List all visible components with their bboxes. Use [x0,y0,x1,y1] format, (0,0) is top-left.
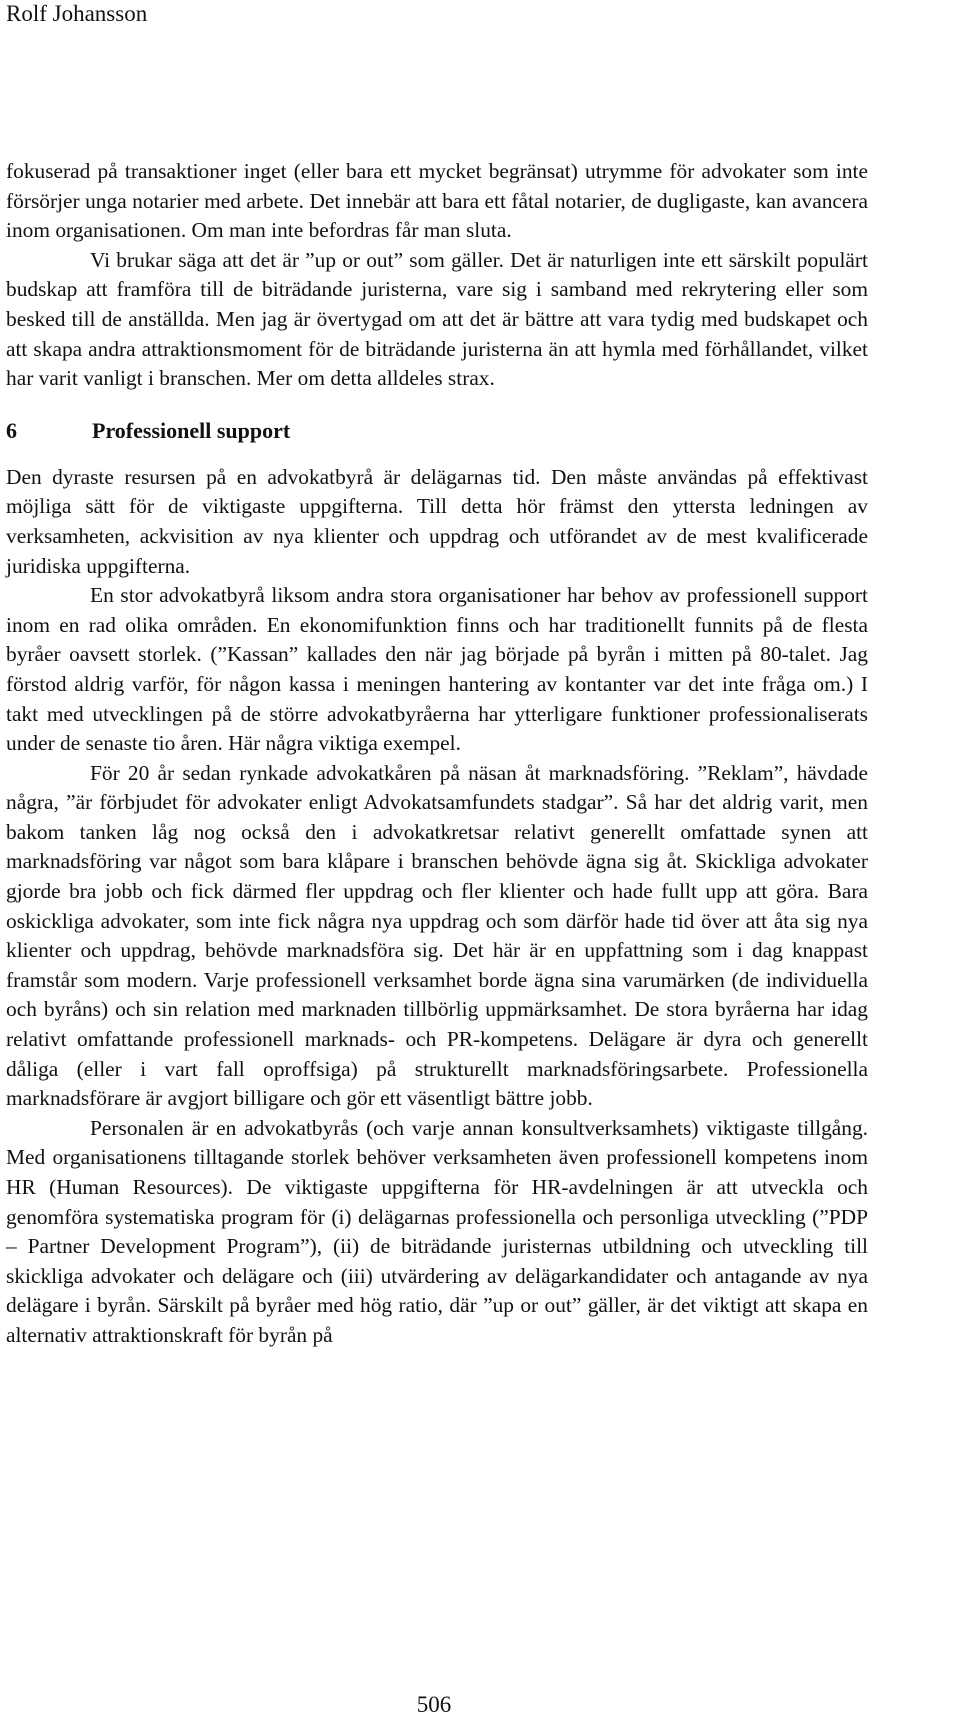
running-header-author: Rolf Johansson [6,1,148,26]
section-number: 6 [6,417,17,443]
page-number: 506 [416,1692,452,1717]
paragraph-professionell-support: En stor advokatbyrå liksom andra stora organisationer har behov av professionell support inom en rad olika områden. En ekonomifunktion finns och har traditionellt funnits på de flesta byråer oavsett storlek. (”Kassan” kallades den när jag började på byrån i mitten på 80-talet. Jag förstod aldrig varför, för någon kassa i meningen hantering av kontanter var det inte fråga om.) I takt med utvecklingen på de större advokatbyråerna har ytterligare funktioner professionaliserats under de senaste tio åren. Här några viktiga exempel. [6,583,868,756]
paragraph-marknadsforing: För 20 år sedan rynkade advokatkåren på näsan åt marknadsföring. ”Reklam”, hävdade några, ”är förbjudet för advokater enligt Advokatsamfundets stadgar”. Så har det aldrig varit, men bakom tanken låg nog också den i advokatkretsar relativt generellt omfattade synen att marknadsföring var något som bara klåpare i branschen behövde ägna sig åt. Skickliga advokater gjorde bra jobb och fick därmed fler uppdrag och fler klienter och hade fullt upp att göra. Bara oskickliga advokater, som inte fick några nya uppdrag och som därför hade tid över att åta sig nya klienter och uppdrag, behövde marknadsföra sig. Det här är en uppfattning som i dag knappast framstår som modern. Varje professionell verksamhet borde ägna sina varumärken (de individuella och byråns) och sin relation med marknaden tillbörlig uppmärksamhet. De stora byråerna har idag relativt omfattande professionell marknads- och PR-kompetens. Delägare är dyra och generellt dåliga (eller i vart fall oproffsiga) på strukturellt marknadsföringsarbete. Professionella marknadsförare är avgjort billigare och gör ett väsentligt bättre jobb. [6,760,868,1111]
section-title: Professionell support [92,417,291,443]
paragraph-up-or-out: Vi brukar säga att det är ”up or out” som gäller. Det är naturligen inte ett särskilt populärt budskap att framföra till de biträdande juristerna, vare sig i samband med rekrytering eller som besked till de anställda. Men jag är övertygad om att det är bättre att vara tydig med budskapet och att skapa andra attraktionsmoment för de biträdande juristerna än att hymla med förhållandet, vilket har varit vanligt i branschen. Mer om detta alldeles strax. [6,247,868,391]
paragraph-delagarnas-tid: Den dyraste resursen på en advokatbyrå är delägarnas tid. Den måste användas på effektivast möjliga sätt för de viktigaste uppgifterna. Till detta hör främst den yttersta ledningen av verksamheten, ackvisition av nya klienter och uppdrag och utförandet av de mest kvalificerade juridiska uppgifterna. [6,464,868,578]
paragraph-continuation: fokuserad på transaktioner inget (eller bara ett mycket begränsat) utrymme för advokater som inte försörjer unga notarier med arbete. Det innebär att bara ett fåtal notarier, de dugligaste, kan avancera inom organisationen. Om man inte befordras får man sluta. [6,159,868,243]
document-body [6,157,868,1351]
section-heading [6,416,868,446]
paragraph-personal-hr: Personalen är en advokatbyrås (och varje annan konsultverksamhets) viktigaste tillgång. Med organisationens tilltagande storlek behöver verksamheten även professionell kompetens inom HR (Human Resources). De viktigaste uppgifterna för HR-avdelningen är att utveckla och genomföra systematiska program för (i) delägarnas professionella och personliga utveckling (”PDP – Partner Development Program”), (ii) de biträdande juristernas utbildning och utveckling till skickliga advokater och delägare och (iii) utvärdering av delägarkandidater och antagande av nya delägare i byrån. Särskilt på byråer med hög ratio, där ”up or out” gäller, är det viktigt att skapa en alternativ attraktionskraft för byrån på [6,1115,868,1347]
